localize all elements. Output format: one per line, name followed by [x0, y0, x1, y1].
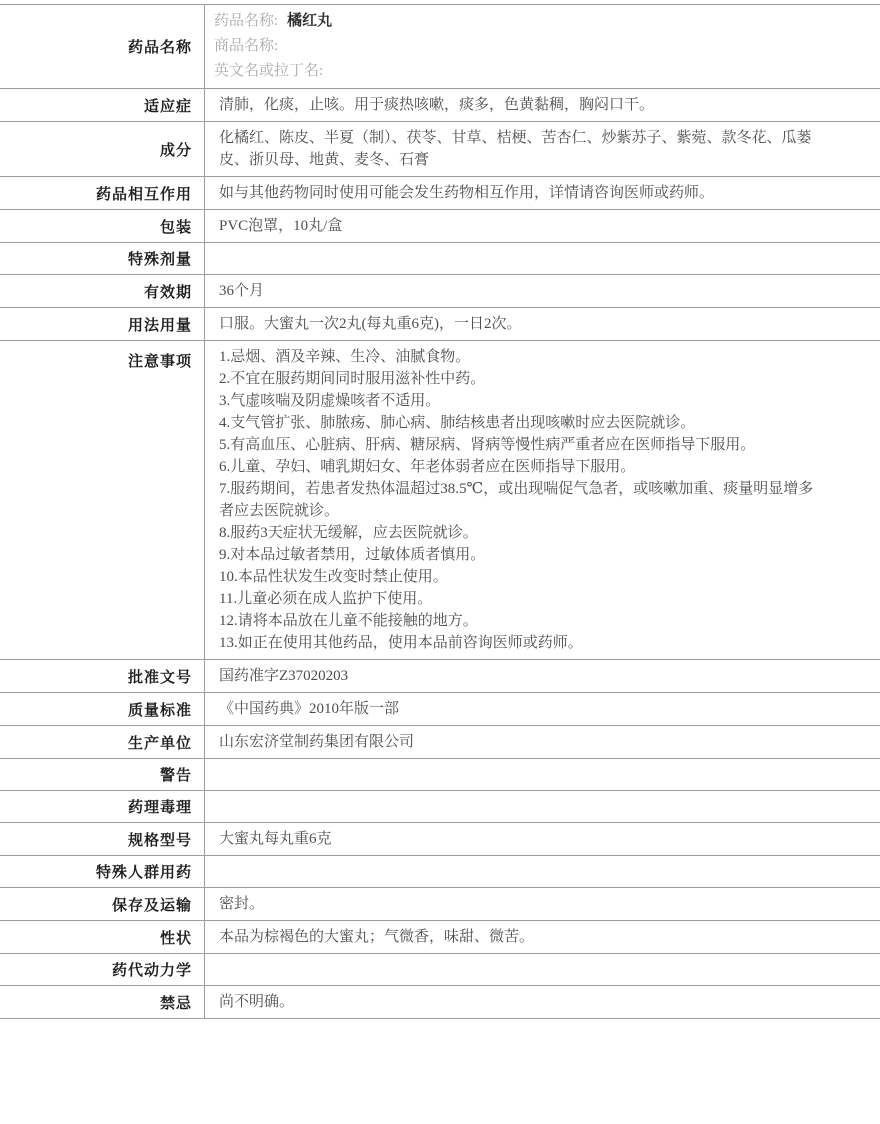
content-line: 7.服药期间，若患者发热体温超过38.5℃，或出现喘促气急者，或咳嗽加重、痰量明显增多者应去医院就诊。 [219, 481, 814, 519]
content-line: 3.气虚咳喘及阴虚燥咳者不适用。 [219, 393, 441, 409]
drug-info-table [0, 4, 880, 1019]
row-label: 成分 [0, 122, 205, 176]
row-label: 包装 [0, 210, 205, 242]
content-line: 12.请将本品放在儿童不能接触的地方。 [219, 613, 478, 629]
content-line: 《中国药典》2010年版一部 [219, 701, 400, 717]
content-line: 尚不明确。 [219, 994, 295, 1010]
row-content [205, 210, 880, 242]
table-row-17 [0, 921, 880, 954]
row-label: 生产单位 [0, 726, 205, 758]
content-line: 口服。大蜜丸一次2丸(每丸重6克)，一日2次。 [219, 316, 522, 332]
row-label: 药理毒理 [0, 791, 205, 822]
table-row-drug-name [0, 5, 880, 89]
content-line: 8.服药3天症状无缓解，应去医院就诊。 [219, 525, 478, 541]
field-label: 药品名称: [214, 13, 279, 29]
content-line: 清肺，化痰，止咳。用于痰热咳嗽，痰多，色黄黏稠，胸闷口干。 [219, 97, 655, 113]
row-label: 禁忌 [0, 986, 205, 1018]
table-row-18 [0, 954, 880, 986]
table-row-9 [0, 660, 880, 693]
content-line: 5.有高血压、心脏病、肝病、糖尿病、肾病等慢性病严重者应在医师指导下服用。 [219, 437, 756, 453]
row-content [205, 888, 880, 920]
field-label: 商品名称: [214, 38, 279, 54]
content-line: 大蜜丸每丸重6克 [219, 831, 332, 847]
row-label: 批准文号 [0, 660, 205, 692]
row-label: 适应症 [0, 89, 205, 121]
row-content [205, 986, 880, 1018]
content-line: 如与其他药物同时使用可能会发生药物相互作用，详情请咨询医师或药师。 [219, 185, 715, 201]
row-content [205, 856, 880, 887]
field-label: 英文名或拉丁名: [214, 63, 324, 79]
row-content [205, 341, 880, 659]
table-row-15 [0, 856, 880, 888]
table-row-12 [0, 759, 880, 791]
content-line: 1.忌烟、酒及辛辣、生冷、油腻食物。 [219, 349, 471, 365]
row-label: 特殊剂量 [0, 243, 205, 274]
table-row-10 [0, 693, 880, 726]
content-line: 9.对本品过敏者禁用，过敏体质者慎用。 [219, 547, 486, 563]
content-line: 11.儿童必须在成人监护下使用。 [219, 591, 433, 607]
table-row-8 [0, 341, 880, 660]
row-content [205, 954, 880, 985]
content-line: 36个月 [219, 283, 265, 299]
row-content [205, 177, 880, 209]
row-content [205, 308, 880, 340]
content-line: 化橘红、陈皮、半夏（制）、茯苓、甘草、桔梗、苦杏仁、炒紫苏子、紫菀、款冬花、瓜蒌皮、浙贝母、地黄、麦冬、石膏 [219, 130, 812, 168]
content-line: 密封。 [219, 896, 265, 912]
row-content [205, 759, 880, 790]
row-content [205, 660, 880, 692]
content-line: 2.不宜在服药期间同时服用滋补性中药。 [219, 371, 486, 387]
row-content [205, 791, 880, 822]
row-content [205, 243, 880, 274]
field-value: 橘红丸 [287, 13, 333, 29]
table-body [0, 89, 880, 1019]
row-content [205, 693, 880, 725]
content-line: 本品为棕褐色的大蜜丸；气微香，味甜、微苦。 [219, 929, 535, 945]
table-row-3 [0, 177, 880, 210]
row-label: 药品相互作用 [0, 177, 205, 209]
row-label: 特殊人群用药 [0, 856, 205, 887]
row-label: 警告 [0, 759, 205, 790]
table-row-16 [0, 888, 880, 921]
drug-name-line [214, 9, 825, 34]
row-label: 药代动力学 [0, 954, 205, 985]
table-row-1 [0, 89, 880, 122]
row-label: 用法用量 [0, 308, 205, 340]
row-content [205, 921, 880, 953]
drug-name-line [214, 59, 825, 84]
drug-name-fields [205, 5, 880, 88]
content-line: 山东宏济堂制药集团有限公司 [219, 734, 415, 750]
row-label: 质量标准 [0, 693, 205, 725]
table-row-5 [0, 243, 880, 275]
content-line: 4.支气管扩张、肺脓疡、肺心病、肺结核患者出现咳嗽时应去医院就诊。 [219, 415, 696, 431]
row-label: 性状 [0, 921, 205, 953]
row-content [205, 89, 880, 121]
content-line: 13.如正在使用其他药品，使用本品前咨询医师或药师。 [219, 635, 583, 651]
content-line: 国药准字Z37020203 [219, 668, 349, 684]
table-row-13 [0, 791, 880, 823]
table-row-6 [0, 275, 880, 308]
content-line: PVC泡罩，10丸/盒 [219, 218, 343, 234]
table-row-4 [0, 210, 880, 243]
table-row-14 [0, 823, 880, 856]
row-label: 注意事项 [0, 341, 205, 659]
row-label: 规格型号 [0, 823, 205, 855]
row-label: 有效期 [0, 275, 205, 307]
row-label-drug-name: 药品名称 [0, 5, 205, 88]
row-content [205, 275, 880, 307]
table-row-11 [0, 726, 880, 759]
row-content [205, 726, 880, 758]
drug-name-line [214, 34, 825, 59]
table-row-2 [0, 122, 880, 177]
table-row-7 [0, 308, 880, 341]
content-line: 6.儿童、孕妇、哺乳期妇女、年老体弱者应在医师指导下服用。 [219, 459, 636, 475]
row-label: 保存及运输 [0, 888, 205, 920]
row-content [205, 823, 880, 855]
table-row-19 [0, 986, 880, 1019]
row-content [205, 122, 880, 176]
content-line: 10.本品性状发生改变时禁止使用。 [219, 569, 448, 585]
